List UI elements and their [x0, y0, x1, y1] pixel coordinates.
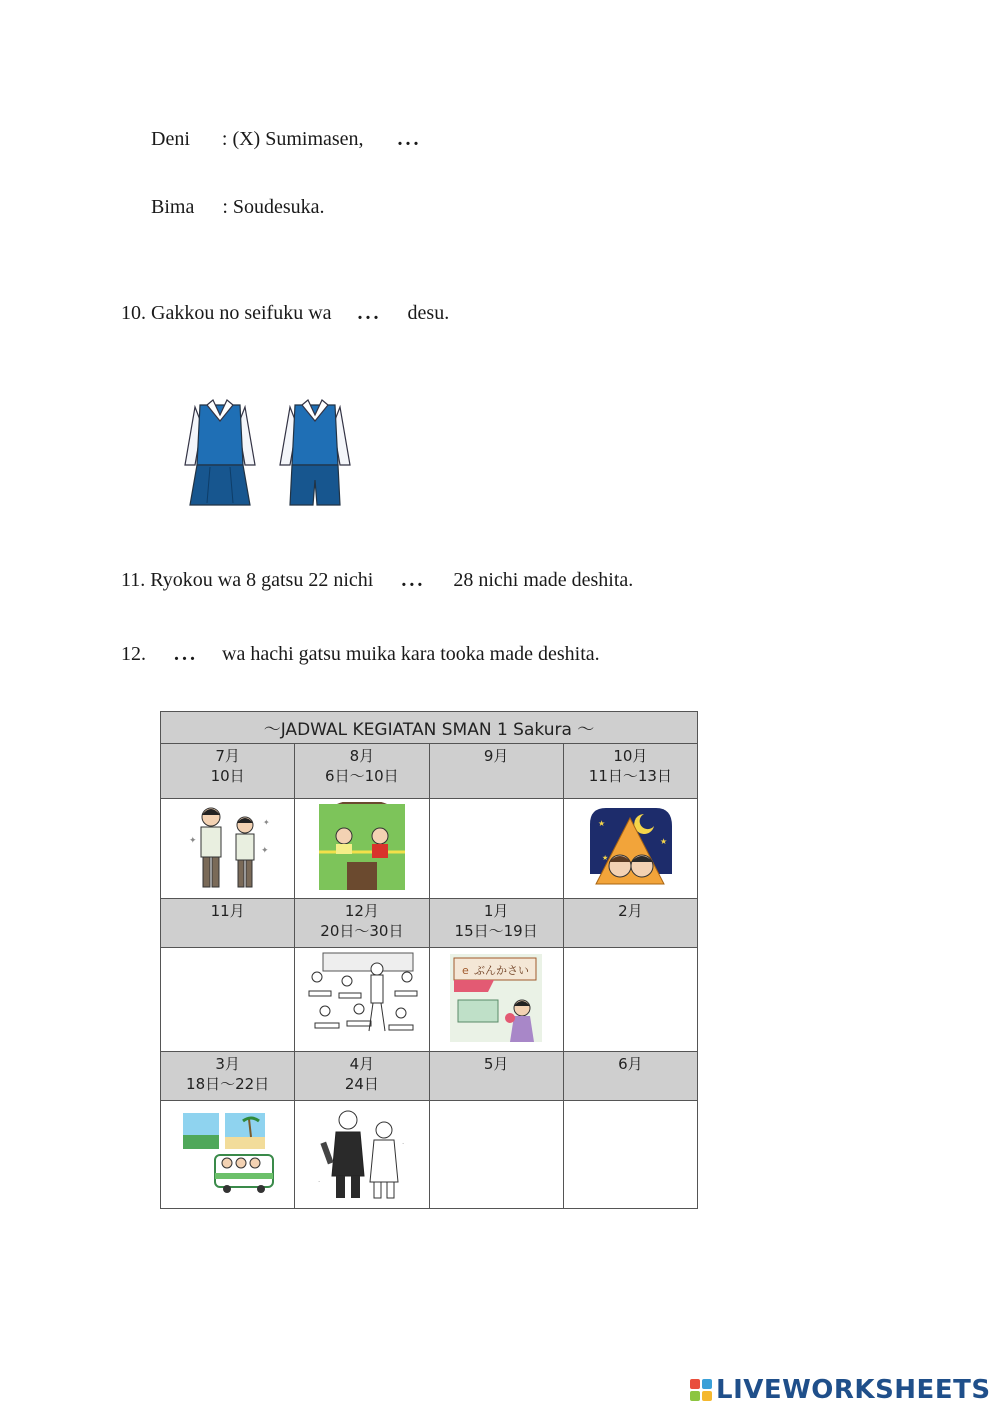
- question-11: [121, 569, 633, 592]
- month-cell: 2月: [563, 899, 697, 948]
- school-uniform-icon: [175, 395, 365, 515]
- graduation-ceremony-icon: [314, 1106, 410, 1200]
- exam-classroom-icon: [303, 951, 421, 1045]
- month-cell: 9月: [429, 744, 563, 799]
- activity-schedule-table: [160, 711, 698, 1209]
- question-number: 11.: [121, 569, 146, 591]
- svg-text:★: ★: [602, 853, 609, 862]
- speaker-name: Bima: [151, 196, 195, 218]
- dialog-line-bima: [151, 196, 325, 219]
- question-10: [121, 302, 449, 325]
- picture-cell: [161, 948, 295, 1052]
- picture-cell: [563, 948, 697, 1052]
- month-cell: 11月: [161, 899, 295, 948]
- question-text: desu.: [407, 302, 450, 324]
- dialog-text: : (X) Sumimasen,: [221, 128, 364, 150]
- svg-text:✦: ✦: [188, 835, 197, 846]
- dialog-text: : Soudesuka.: [222, 196, 325, 218]
- month-cell: 8月 6日～10日: [295, 744, 429, 799]
- svg-text:✦: ✦: [260, 845, 269, 856]
- dialog-line-deni: [151, 128, 422, 151]
- camping-tent-icon: [584, 804, 676, 890]
- logo-grid-icon: [690, 1379, 712, 1401]
- svg-text:·: ·: [401, 1139, 405, 1148]
- question-text: wa hachi gatsu muika kara tooka made deshita.: [222, 643, 600, 665]
- month-cell: 1月 15日～19日: [429, 899, 563, 948]
- picture-cell: [295, 948, 429, 1052]
- boy-uniform-icon: [280, 400, 350, 505]
- svg-text:★: ★: [660, 836, 668, 846]
- picture-cell: [295, 799, 429, 899]
- picture-cell: [295, 1101, 429, 1209]
- question-number: 12.: [121, 643, 146, 665]
- picture-cell: [563, 1101, 697, 1209]
- answer-blank[interactable]: ...: [397, 128, 422, 150]
- liveworksheets-logo: [690, 1375, 991, 1405]
- month-cell: 4月 24日: [295, 1052, 429, 1101]
- picture-cell: [161, 799, 295, 899]
- answer-blank[interactable]: ...: [357, 302, 382, 324]
- month-cell: 6月: [563, 1052, 697, 1101]
- speaker-name: Deni: [151, 128, 190, 150]
- question-number: 10.: [121, 302, 146, 324]
- picture-cell: [429, 1101, 563, 1209]
- svg-text:✦: ✦: [262, 817, 270, 827]
- month-cell: 12月 20日～30日: [295, 899, 429, 948]
- school-festival-icon: [448, 952, 544, 1044]
- picture-cell: [563, 799, 697, 899]
- question-12: [121, 643, 600, 666]
- question-text: 28 nichi made deshita.: [453, 569, 634, 591]
- svg-text:ぶんかさい: ぶんかさい: [474, 963, 530, 977]
- students-icon: [183, 803, 273, 891]
- picture-cell: [429, 948, 563, 1052]
- girl-uniform-icon: [185, 400, 255, 505]
- month-cell: 7月 10日: [161, 744, 295, 799]
- question-text: Ryokou wa 8 gatsu 22 nichi: [150, 569, 374, 591]
- question-text: Gakkou no seifuku wa: [151, 302, 332, 324]
- svg-text:e: e: [462, 963, 469, 977]
- picture-cell: [161, 1101, 295, 1209]
- month-cell: 10月 11日～13日: [563, 744, 697, 799]
- answer-blank[interactable]: ...: [401, 569, 426, 591]
- school-trip-bus-icon: [181, 1111, 275, 1195]
- svg-text:·: ·: [317, 1177, 321, 1186]
- schedule-title: ～JADWAL KEGIATAN SMAN 1 Sakura ～: [161, 712, 698, 744]
- answer-blank[interactable]: ...: [174, 643, 198, 665]
- picture-cell: [429, 799, 563, 899]
- month-cell: 5月: [429, 1052, 563, 1101]
- month-cell: 3月 18日～22日: [161, 1052, 295, 1101]
- sports-race-icon: [317, 802, 407, 892]
- svg-text:★: ★: [598, 818, 606, 828]
- logo-text: LIVEWORKSHEETS: [716, 1375, 991, 1405]
